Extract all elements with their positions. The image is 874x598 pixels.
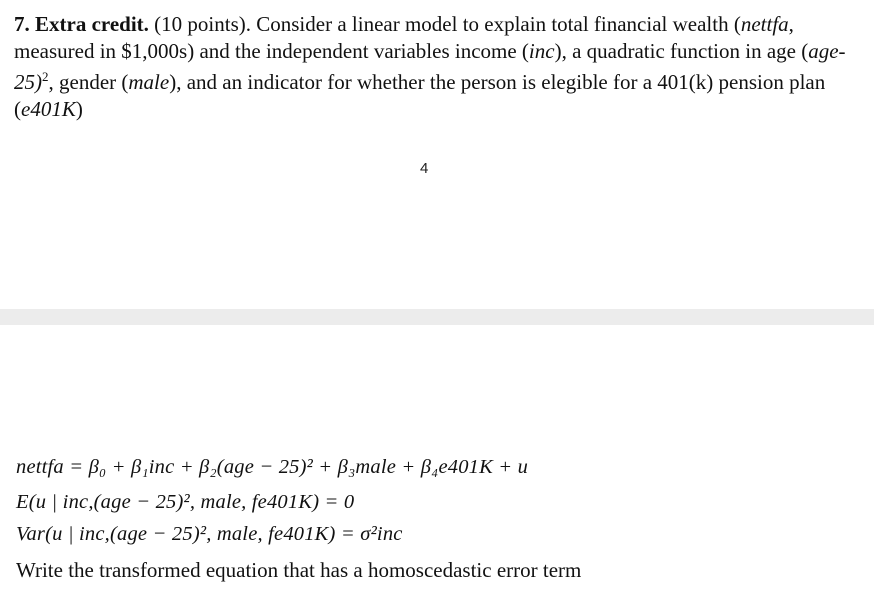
question-points: (10 points). <box>154 12 251 36</box>
instruction-text: Write the transformed equation that has a homoscedastic error term <box>16 558 582 582</box>
question-text-part: ), a quadratic function in age ( <box>554 38 809 63</box>
var-inc: inc <box>528 38 555 63</box>
question-text-part: , gender ( <box>48 70 129 94</box>
variance-assumption: Var(u | inc,(age − 25)², male, fe401K) = σ²inc <box>16 523 403 545</box>
question-text-part: ), and an indicator for whether the person is elegible for a 401(k) pension plan ( <box>14 70 826 121</box>
question-text <box>14 11 864 122</box>
var-age: age-25) <box>14 38 846 94</box>
question-text-part: Consider a linear model to explain total financial wealth ( <box>256 12 741 36</box>
model-equation: nettfa = β₀ + β₁inc + β₂(age − 25)² + β₃male + β₄e401K + u <box>16 456 529 478</box>
question-title: 7. Extra credit. <box>14 12 149 36</box>
question-text-part: ) <box>75 96 83 121</box>
var-e401k: e401K <box>21 96 76 121</box>
var-nettfa: nettfa <box>740 12 789 36</box>
age-exponent: 2 <box>42 69 49 84</box>
var-male: male <box>128 70 170 94</box>
zero-mean-assumption: E(u | inc,(age − 25)², male, fe401K) = 0 <box>16 491 355 513</box>
page-number: 4 <box>420 160 429 177</box>
page-divider <box>0 309 874 325</box>
question-text-part: , measured in $1,000s) and the independent variables income ( <box>14 12 794 63</box>
